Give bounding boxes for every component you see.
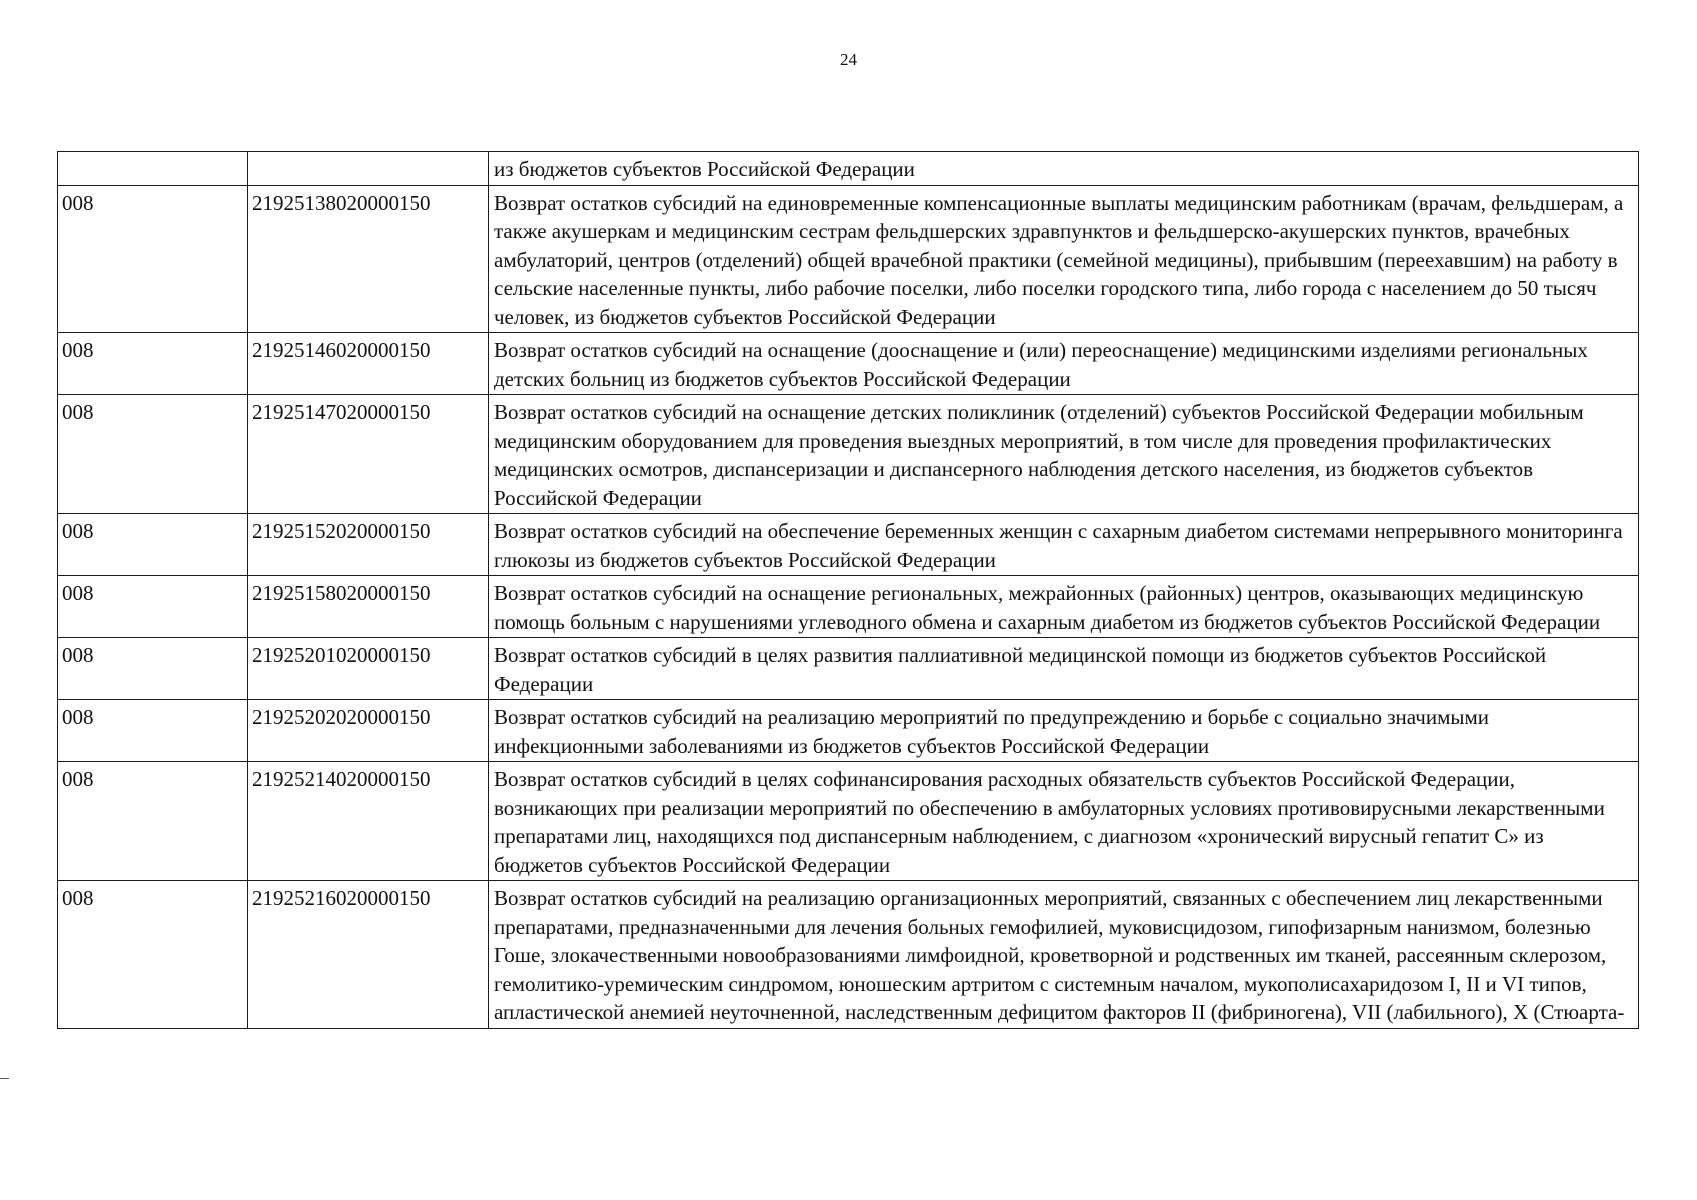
table-row xyxy=(58,762,1639,881)
description-cell: Возврат остатков субсидий на реализацию организационных мероприятий, связанных с обеспечением лиц лекарственными препаратами, предназначенными для лечения больных гемофилией, муковисцидозом, гипофизарным нанизмом, болезнью Гоше, злокачественными новообразованиями лимфоидной, кроветворной и родственных им тканей, рассеянным склерозом, гемолитико-уремическим синдромом, юношеским артритом с системным началом, мукополисахаридозом I, II и VI типов, апластической анемией неуточненной, наследственным дефицитом факторов II (фибриногена), VII (лабильного), X (Стюарта- xyxy=(489,881,1639,1029)
admin-code-cell: 008 xyxy=(58,185,248,333)
description-cell: Возврат остатков субсидий в целях софинансирования расходных обязательств субъектов Российской Федерации, возникающих при реализации мероприятий по обеспечению в амбулаторных условиях противовирусными лекарственными препаратами лиц, находящихся под диспансерным наблюдением, с диагнозом «хронический вирусный гепатит С» из бюджетов субъектов Российской Федерации xyxy=(489,762,1639,881)
budget-code-cell: 21925158020000150 xyxy=(248,576,489,638)
description-cell: из бюджетов субъектов Российской Федерации xyxy=(489,152,1639,186)
page-number: 24 xyxy=(840,50,857,69)
table-row xyxy=(58,333,1639,395)
table-row xyxy=(58,638,1639,700)
admin-code-cell xyxy=(58,152,248,186)
budget-code-cell: 21925202020000150 xyxy=(248,700,489,762)
margin-dash xyxy=(0,1078,9,1079)
table-row xyxy=(58,700,1639,762)
description-cell: Возврат остатков субсидий на оснащение (дооснащение и (или) переоснащение) медицинскими изделиями региональных детских больниц из бюджетов субъектов Российской Федерации xyxy=(489,333,1639,395)
budget-code-cell xyxy=(248,152,489,186)
description-cell: Возврат остатков субсидий в целях развития паллиативной медицинской помощи из бюджетов субъектов Российской Федерации xyxy=(489,638,1639,700)
budget-code-cell: 21925214020000150 xyxy=(248,762,489,881)
table-row xyxy=(58,395,1639,514)
admin-code-cell: 008 xyxy=(58,395,248,514)
table-row xyxy=(58,185,1639,333)
admin-code-cell: 008 xyxy=(58,576,248,638)
budget-code-cell: 21925147020000150 xyxy=(248,395,489,514)
admin-code-cell: 008 xyxy=(58,514,248,576)
table-row xyxy=(58,576,1639,638)
table-row xyxy=(58,152,1639,186)
admin-code-cell: 008 xyxy=(58,881,248,1029)
table-row xyxy=(58,514,1639,576)
budget-code-cell: 21925152020000150 xyxy=(248,514,489,576)
budget-code-cell: 21925146020000150 xyxy=(248,333,489,395)
description-cell: Возврат остатков субсидий на реализацию мероприятий по предупреждению и борьбе с социально значимыми инфекционными заболеваниями из бюджетов субъектов Российской Федерации xyxy=(489,700,1639,762)
budget-codes-table xyxy=(57,151,1639,1029)
admin-code-cell: 008 xyxy=(58,333,248,395)
description-cell: Возврат остатков субсидий на обеспечение беременных женщин с сахарным диабетом системами непрерывного мониторинга глюкозы из бюджетов субъектов Российской Федерации xyxy=(489,514,1639,576)
budget-code-cell: 21925138020000150 xyxy=(248,185,489,333)
description-cell: Возврат остатков субсидий на оснащение детских поликлиник (отделений) субъектов Российской Федерации мобильным медицинским оборудованием для проведения выездных мероприятий, в том числе для проведения профилактических медицинских осмотров, диспансеризации и диспансерного наблюдения детского населения, из бюджетов субъектов Российской Федерации xyxy=(489,395,1639,514)
budget-code-cell: 21925216020000150 xyxy=(248,881,489,1029)
budget-code-cell: 21925201020000150 xyxy=(248,638,489,700)
admin-code-cell: 008 xyxy=(58,762,248,881)
description-cell: Возврат остатков субсидий на оснащение региональных, межрайонных (районных) центров, оказывающих медицинскую помощь больным с нарушениями углеводного обмена и сахарным диабетом из бюджетов субъектов Российской Федерации xyxy=(489,576,1639,638)
admin-code-cell: 008 xyxy=(58,700,248,762)
admin-code-cell: 008 xyxy=(58,638,248,700)
description-cell: Возврат остатков субсидий на единовременные компенсационные выплаты медицинским работникам (врачам, фельдшерам, а также акушеркам и медицинским сестрам фельдшерских здравпунктов и фельдшерско-акушерских пунктов, врачебных амбулаторий, центров (отделений) общей врачебной практики (семейной медицины), прибывшим (переехавшим) на работу в сельские населенные пункты, либо рабочие поселки, либо поселки городского типа, либо города с населением до 50 тысяч человек, из бюджетов субъектов Российской Федерации xyxy=(489,185,1639,333)
table-row xyxy=(58,881,1639,1029)
